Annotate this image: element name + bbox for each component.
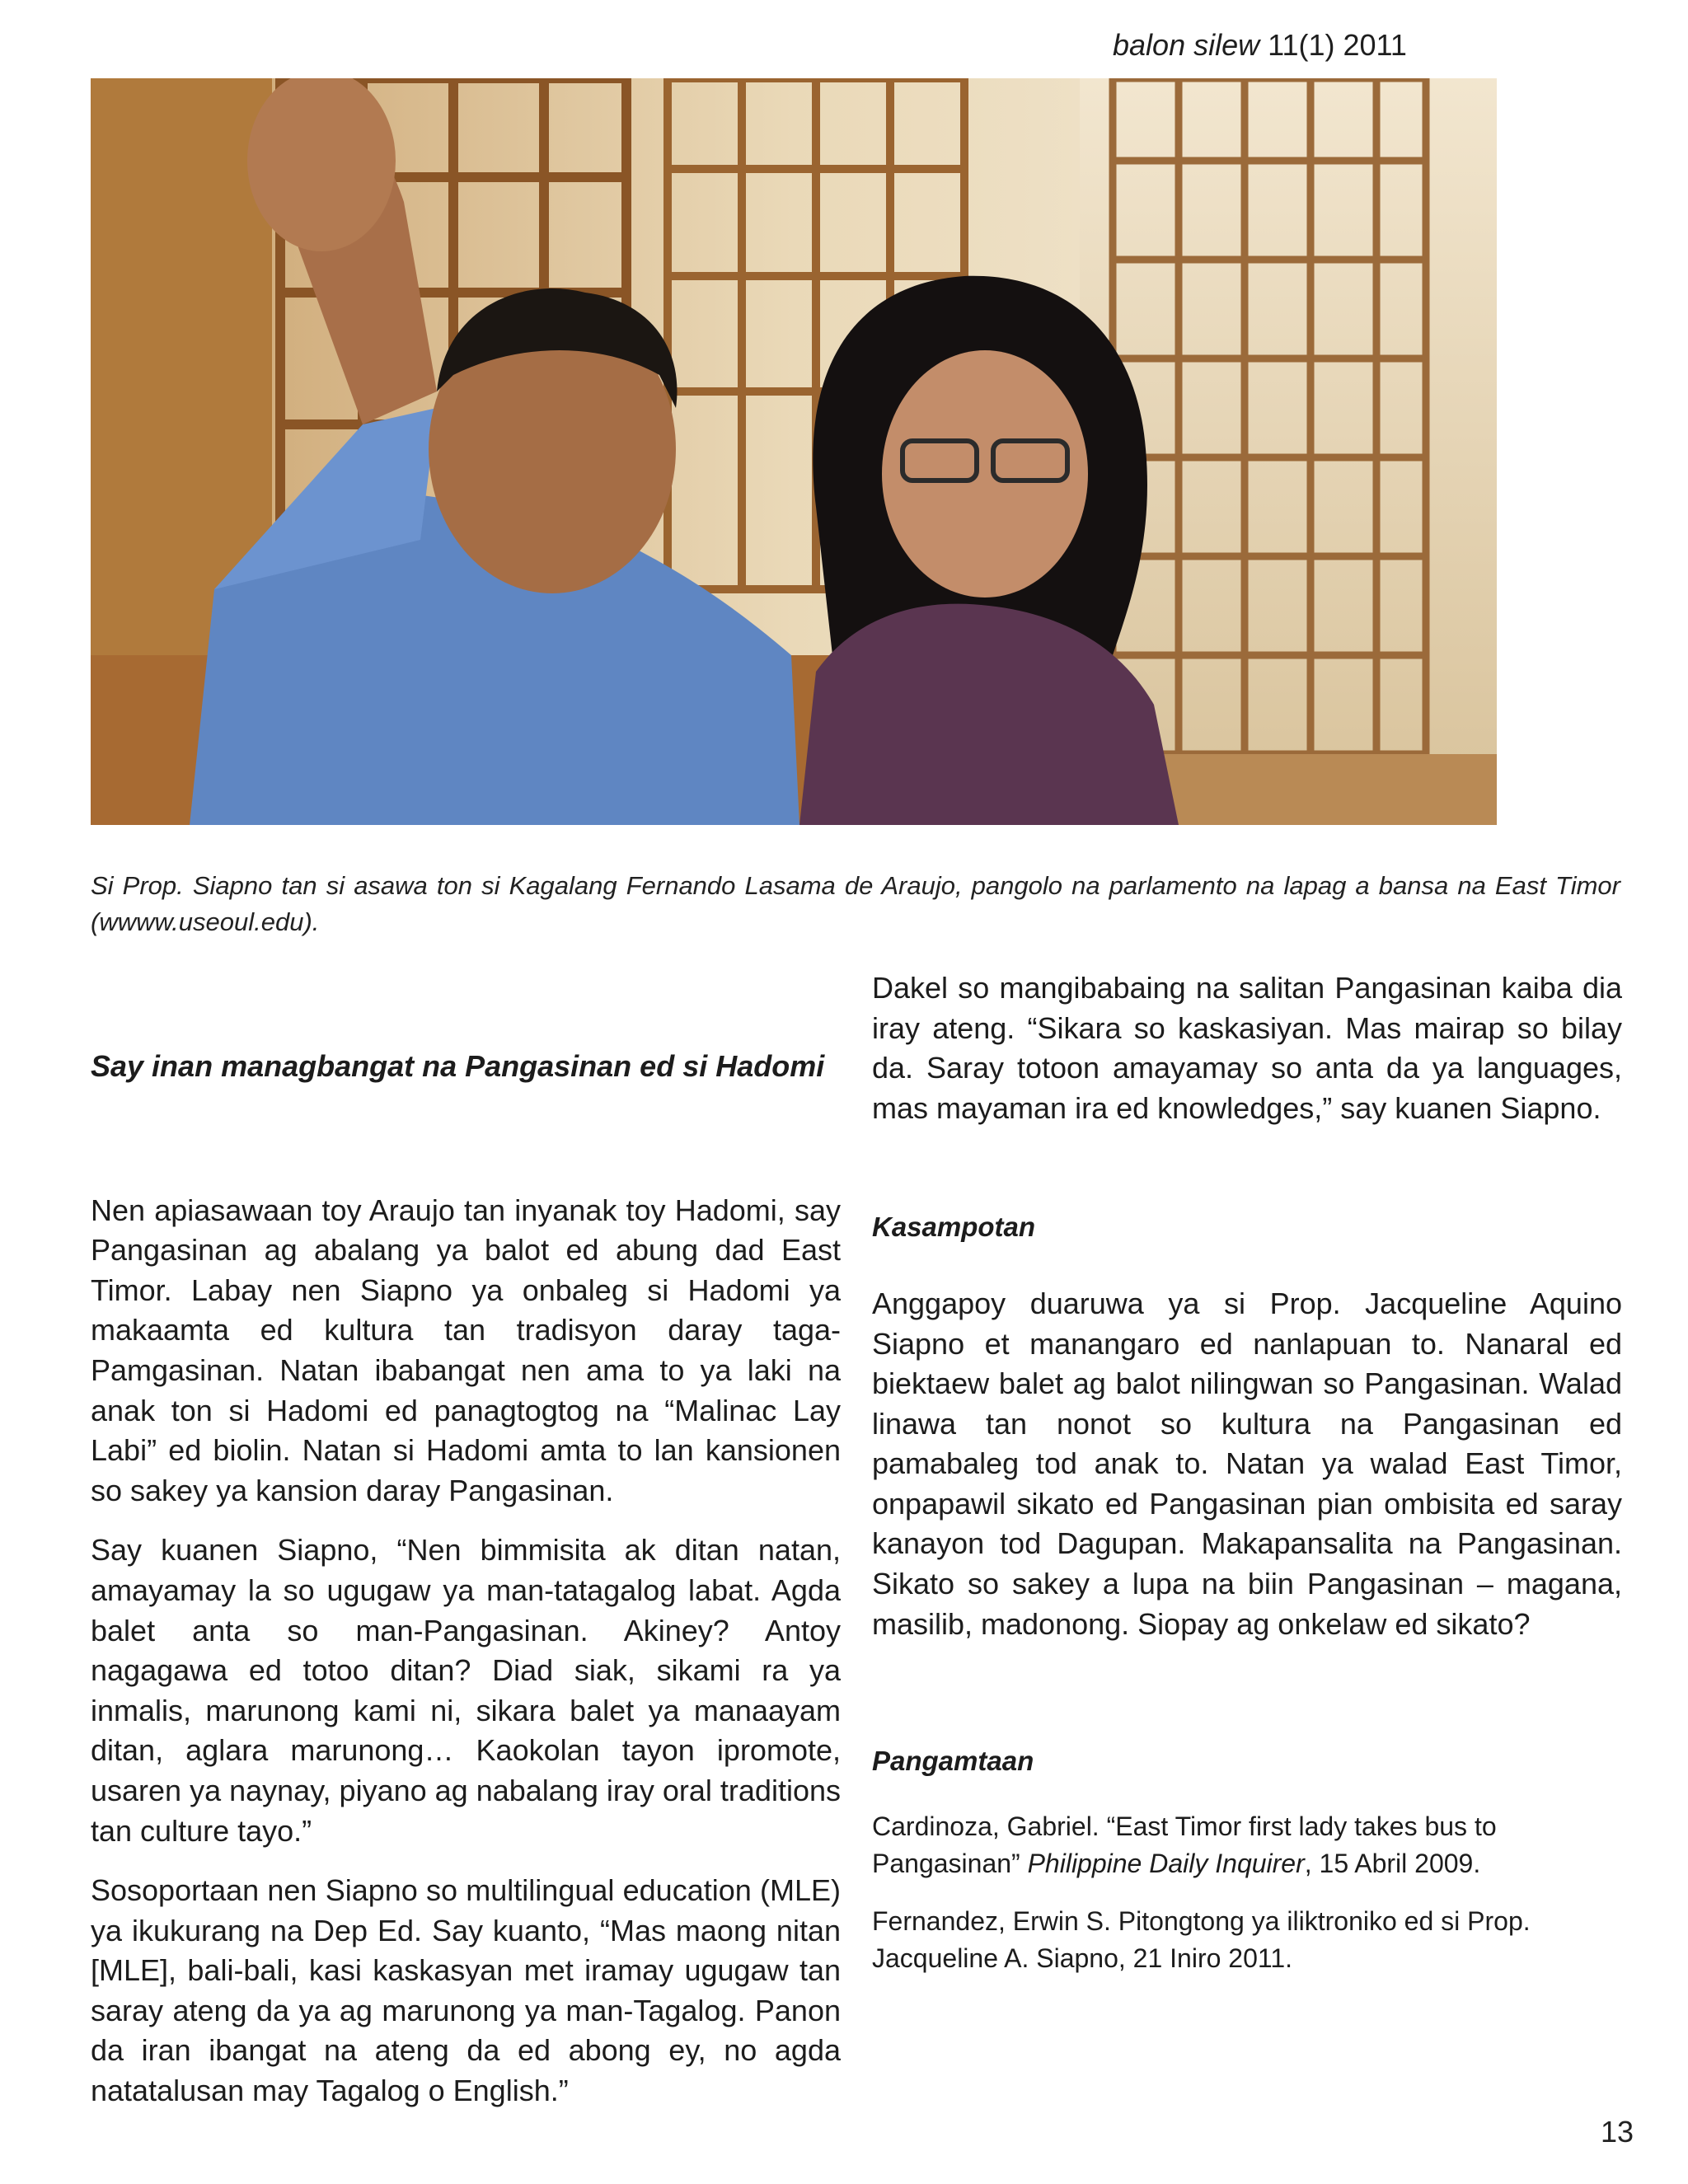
issue-info: 11(1) 2011: [1268, 28, 1407, 62]
photo-caption: Si Prop. Siapno tan si asawa ton si Kagalang Fernando Lasama de Araujo, pangolo na parlamento na lapag a bansa na East Timor (wwww.useoul.edu).: [91, 871, 1620, 937]
reference-item: Cardinoza, Gabriel. “East Timor first lady takes bus to Pangasinan” Philippine Daily Inquirer, 15 Abril 2009.: [872, 1811, 1497, 1879]
paragraph-2: Say kuanen Siapno, “Nen bimmisita ak ditan natan, amayamay la so ugugaw ya man-tatagalog labat. Agda balet anta so man-Pangasinan. Akiney? Antoy nagagawa ed totoo ditan? Diad siak, sikami ra ya inmalis, marunong kami ni, sikara balet ya manaayam ditan, aglara marunong… Kaokolan tayon ipromote, usaren ya naynay, piyano ag nabalang iray oral traditions tan culture tayo.”: [91, 1533, 841, 1848]
photograph-icon: [91, 78, 1497, 825]
intro-paragraph: Dakel so mangibabaing na salitan Pangasinan kaiba dia iray ateng. “Sikara so kaskasiyan. Mas mairap so bilay da. Saray totoon amayamay so anta da ya languages, mas mayaman ira ed knowledges,” say kuanen Siapno.: [872, 971, 1622, 1125]
section-heading-kasampotan: Kasampotan: [872, 1212, 1036, 1243]
section-heading-hadomi: Say inan managbangat na Pangasinan ed si Hadomi: [91, 1049, 825, 1083]
publication-name: balon silew: [1113, 28, 1260, 62]
section-heading-pangamtaan: Pangamtaan: [872, 1746, 1034, 1777]
kasampotan-paragraph: Anggapoy duaruwa ya si Prop. Jacqueline Aquino Siapno et manangaro ed nanlapuan to. Nanaral ed biektaew balet ag balot nilingwan so Pangasinan. Walad linawa tan nonot so kultura na Pangasinan ed pamabaleg tod anak to. Natan ya walad East Timor, onpapawil sikato ed Pangasinan pian ombisita ed saray kanayon tod Dagupan. Makapansalita na Pangasinan. Sikato so sakey a lupa na biin Pangasinan – magana, masilib, madonong. Siopay ag onkelaw ed sikato?: [872, 1286, 1622, 1641]
article-photo: [91, 78, 1497, 825]
right-column: [872, 968, 1622, 1998]
running-head: [1113, 28, 1407, 63]
paragraph-3: Sosoportaan nen Siapno so multilingual education (MLE) ya ikukurang na Dep Ed. Say kuanto, “Mas maong nitan [MLE], bali-bali, kasi kaskasyan met iramay ugugaw tan saray ateng da ya ag marunong ya man-Tagalog. Panon da iran ibangat na ateng da ed abong ey, no agda natatalusan may Tagalog o English.”: [91, 1873, 841, 2108]
reference-item: Fernandez, Erwin S. Pitongtong ya iliktroniko ed si Prop. Jacqueline A. Siapno, 21 Iniro 2011.: [872, 1905, 1531, 1974]
left-column: [91, 1047, 841, 2131]
page-number: 13: [1601, 2115, 1634, 2149]
paragraph-1: Nen apiasawaan toy Araujo tan inyanak toy Hadomi, say Pangasinan ag abalang ya balot ed abung dad East Timor. Labay nen Siapno ya onbaleg si Hadomi ya makaamta ed kultura tan tradisyon daray taga-Pamgasinan. Natan ibabangat nen ama to ya laki na anak ton si Hadomi ed panagtogtog na “Malinac Lay Labi” ed biolin. Natan si Hadomi amta to lan kansionen so sakey ya kansion daray Pangasinan.: [91, 1193, 841, 1507]
reference-journal: Philippine Daily Inquirer: [1027, 1849, 1305, 1879]
